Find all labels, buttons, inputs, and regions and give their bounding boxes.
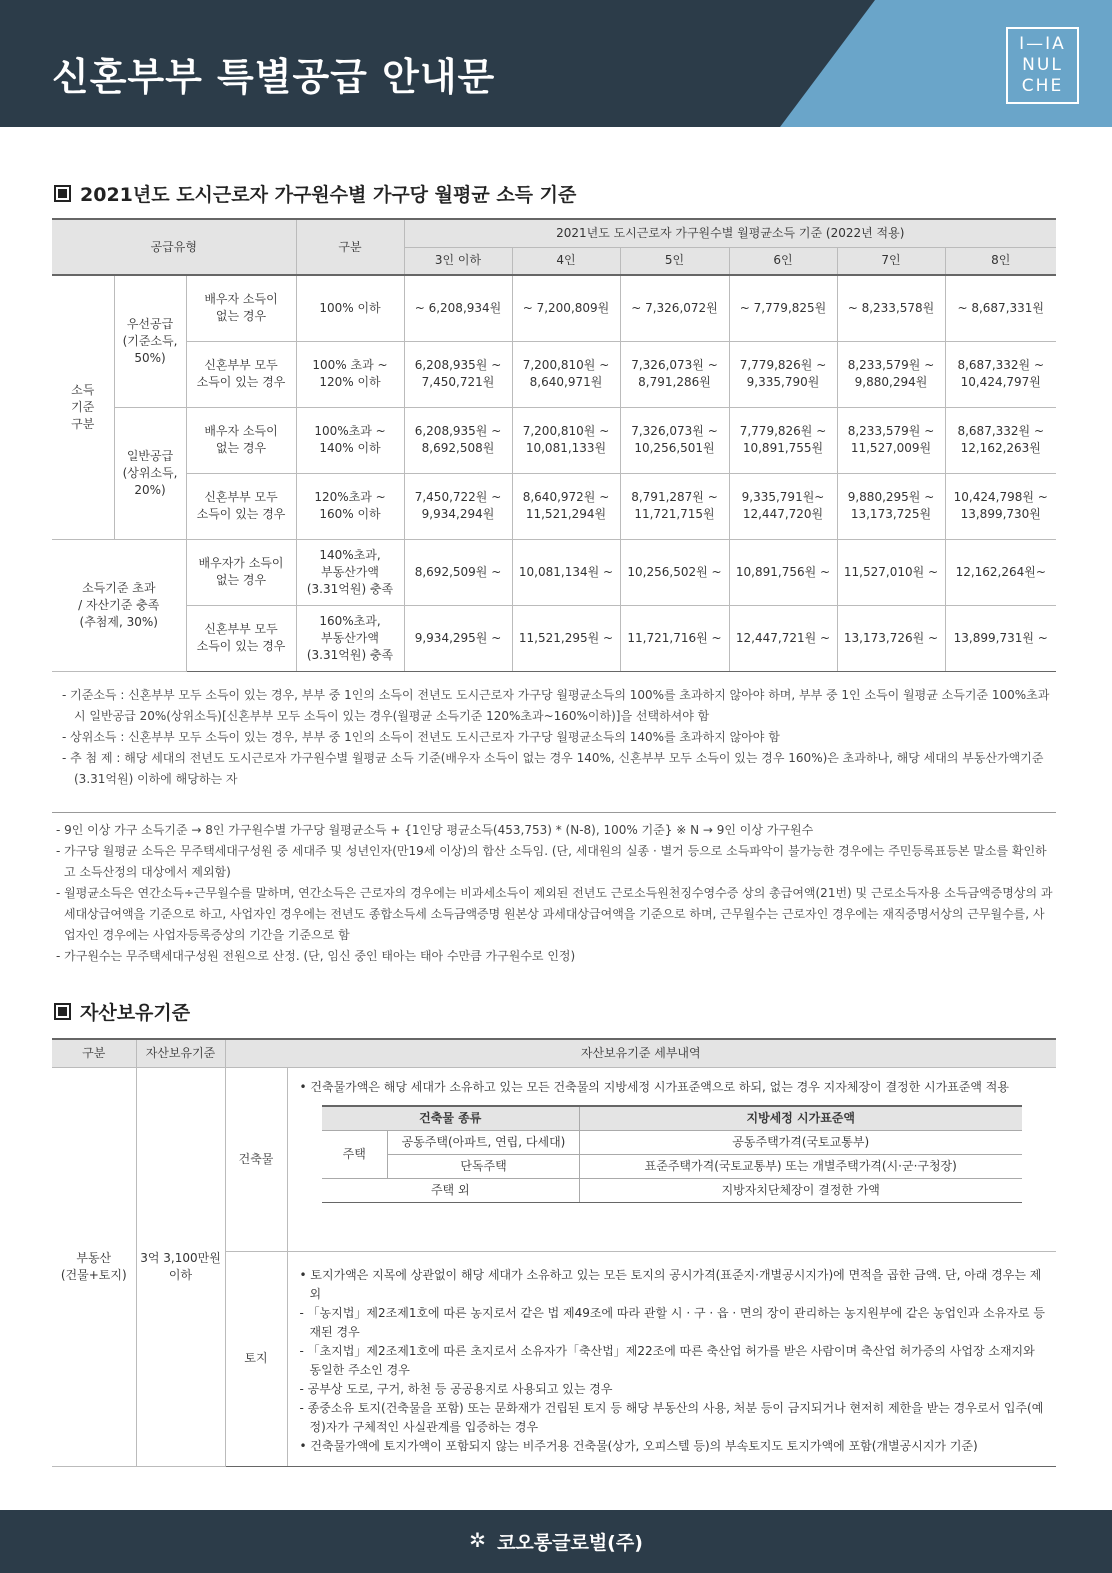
col-building-kind: 건축물 종류 [322,1106,580,1131]
asset-table [52,1038,1056,1467]
col-size: 6인 [729,247,837,275]
building-kind: 공동주택(아파트, 연립, 다세대) [388,1130,580,1154]
income-range: 160%초과, 부동산가액 (3.31억원) 충족 [296,605,404,671]
income-value: 8,233,579원 ~ 11,527,009원 [837,407,945,473]
col-detail: 자산보유기준 세부내역 [225,1039,1056,1067]
land-bullet: • 건축물가액에 토지가액이 포함되지 않는 비주거용 건축물(상가, 오피스텔 등)의 부속토지도 토지가액에 포함(개별공시지가 기준) [299,1438,978,1453]
income-value: 13,899,731원 ~ [945,605,1056,671]
building-kind: 단독주택 [388,1154,580,1178]
building-value: 지방자치단체장이 결정한 가액 [580,1178,1022,1202]
income-value: ~ 7,200,809원 [512,275,620,341]
note-item: - 기준소득 : 신혼부부 모두 소득이 있는 경우, 부부 중 1인의 소득이 전년도 도시근로자 가구당 월평균소득의 100%를 초과하지 않아야 하며, 부부 중 1인 소득이 월평균 소득기준 100%초과시 일반공급 20%(상위소득)[신혼부부 모두 소득이 있는 경우(월평균 소득기준 120%초과~160%이하)]을 선택하셔야 함 [62,688,1050,723]
land-bullet: - 「농지법」제2조제1호에 따른 농지로서 같은 법 제49조에 따라 관할 시 · 구 · 읍 · 면의 장이 관리하는 농지원부에 같은 농업인과 소유자로 등재된 경우 [299,1305,1045,1339]
income-row [52,341,1056,407]
land-detail [287,1251,1056,1466]
note-item: - 추 첨 제 : 해당 세대의 전년도 도시근로자 가구원수별 월평균 소득 기준(배우자 소득이 없는 경우 140%, 신혼부부 모두 소득이 있는 경우 160%)은 초과하나, 해당 세대의 부동산가액기준(3.31억원) 이하에 해당하는 자 [62,751,1044,786]
income-value: 11,721,716원 ~ [620,605,729,671]
square-bullet-icon [54,185,71,202]
col-size: 5인 [620,247,729,275]
income-value: 8,640,972원 ~ 11,521,294원 [512,473,620,539]
lottery-supply-label: 소득기준 초과 / 자산기준 충족 (추첨제, 30%) [52,539,186,671]
income-case: 신혼부부 모두 소득이 있는 경우 [186,605,296,671]
land-label: 토지 [225,1251,287,1466]
note-item: - 가구원수는 무주택세대구성원 전원으로 산정. (단, 임신 중인 태아는 태아 수만큼 가구원수로 인정) [56,949,576,963]
house-label: 주택 [322,1130,388,1178]
income-value: 11,527,010원 ~ [837,539,945,605]
square-bullet-icon [54,1003,71,1020]
col-standard: 자산보유기준 [136,1039,225,1067]
income-value: 7,326,073원 ~ 10,256,501원 [620,407,729,473]
income-value: 13,173,726원 ~ [837,605,945,671]
land-bullet: - 「초지법」제2조제1호에 따른 초지로서 소유자가「축산법」제22조에 따른 축산업 허가를 받은 사람이며 축산업 허가증의 사업장 소재지와 동일한 주소인 경우 [299,1343,1035,1377]
income-row [52,605,1056,671]
col-group-header: 2021년도 도시근로자 가구원수별 월평균소득 기준 (2022년 적용) [404,219,1056,247]
general-supply-label: 일반공급 (상위소득, 20%) [114,407,186,539]
land-bullet: - 공부상 도로, 구거, 하천 등 공공용지로 사용되고 있는 경우 [299,1381,613,1396]
building-value: 표준주택가격(국토교통부) 또는 개별주택가격(시·군·구청장) [580,1154,1022,1178]
company-name: 코오롱글로벌(주) [497,1532,643,1554]
section-title-text: 자산보유기준 [80,1002,191,1024]
building-bullet: • 건축물가액은 해당 세대가 소유하고 있는 모든 건축물의 지방세정 시가표준액으로 하되, 없는 경우 지자체장이 결정한 시가표준액 적용 [299,1079,1009,1094]
income-row [52,473,1056,539]
income-value: 6,208,935원 ~ 7,450,721원 [404,341,512,407]
income-value: ~ 8,687,331원 [945,275,1056,341]
building-label: 건축물 [225,1067,287,1251]
income-notes [62,685,1052,790]
income-basis-label: 소득 기준 구분 [52,275,114,539]
income-value: 7,200,810원 ~ 8,640,971원 [512,341,620,407]
kolon-logo-icon [469,1532,489,1552]
note-item: - 가구당 월평균 소득은 무주택세대구성원 중 세대주 및 성년인자(만19세 이상)의 합산 소득임. (단, 세대원의 실종 · 별거 등으로 소득파악이 불가능한 경우에는 주민등록표등본 말소를 확인하고 소득산정의 대상에서 제외함) [56,844,1047,879]
note-item: - 상위소득 : 신혼부부 모두 소득이 있는 경우, 부부 중 1인의 소득이 전년도 도시근로자 가구당 월평균소득의 140%를 초과하지 않아야 함 [62,730,780,744]
income-value: 10,081,134원 ~ [512,539,620,605]
note-item: - 월평균소득은 연간소득÷근무월수를 말하며, 연간소득은 근로자의 경우에는 비과세소득이 제외된 전년도 근로소득원천징수영수증 상의 총급여액(21번) 및 근로소득자용 소득금액증명상의 과세대상급여액을 기준으로 하고, 사업자인 경우에는 전년도 종합소득세 소득금액증명 원본상 과세대상급여액을 기준으로 하며, 근무월수는 근로자인 경우에는 재직증명서상의 근무월수를, 사업자인 경우에는 사업자등록증상의 기간을 기준으로 함 [56,886,1053,942]
income-value: 9,934,295원 ~ [404,605,512,671]
section-asset-title [54,998,190,1025]
income-table [52,218,1056,672]
notes-divider [52,812,1056,813]
income-value: 8,687,332원 ~ 12,162,263원 [945,407,1056,473]
page-header [0,0,1112,127]
building-value-table [322,1105,1022,1203]
income-value: ~ 7,326,072원 [620,275,729,341]
income-case: 배우자 소득이 없는 경우 [186,275,296,341]
income-value: 8,692,509원 ~ [404,539,512,605]
income-range: 100% 초과 ~ 120% 이하 [296,341,404,407]
income-row [52,539,1056,605]
asset-limit: 3억 3,100만원 이하 [136,1067,225,1466]
income-value: 10,424,798원 ~ 13,899,730원 [945,473,1056,539]
income-case: 배우자가 소득이 없는 경우 [186,539,296,605]
income-range: 120%초과 ~ 160% 이하 [296,473,404,539]
income-value: 9,880,295원 ~ 13,173,725원 [837,473,945,539]
note-item: - 9인 이상 가구 소득기준 → 8인 가구원수별 가구당 월평균소득 + {1인당 평균소득(453,753) * (N-8), 100% 기준} ※ N → 9인 이상 가구원수 [56,823,814,837]
col-size: 8인 [945,247,1056,275]
col-category: 구분 [296,219,404,275]
land-bullet: - 종중소유 토지(건축물을 포함) 또는 문화재가 건립된 토지 등 해당 부동산의 사용, 처분 등이 금지되거나 현저히 제한을 받는 경우로서 입주(예정)자가 구체적인 사실관계를 입증하는 경우 [299,1400,1044,1434]
income-value: ~ 7,779,825원 [729,275,837,341]
income-range: 140%초과, 부동산가액 (3.31억원) 충족 [296,539,404,605]
income-case: 배우자 소득이 없는 경우 [186,407,296,473]
income-value: 8,233,579원 ~ 9,880,294원 [837,341,945,407]
income-value: ~ 6,208,934원 [404,275,512,341]
income-value: 7,200,810원 ~ 10,081,133원 [512,407,620,473]
logo-line: I—IA [1019,34,1066,54]
logo-line: NUL [1022,55,1063,75]
income-case: 신혼부부 모두 소득이 있는 경우 [186,341,296,407]
income-case: 신혼부부 모두 소득이 있는 경우 [186,473,296,539]
section-income-title [54,180,576,207]
income-value: 10,891,756원 ~ [729,539,837,605]
page-footer [0,1510,1112,1573]
income-value: 6,208,935원 ~ 8,692,508원 [404,407,512,473]
land-bullet: • 토지가액은 지목에 상관없이 해당 세대가 소유하고 있는 모든 토지의 공시가격(표준지·개별공시지가)에 면적을 곱한 금액. 단, 아래 경우는 제외 [299,1267,1042,1301]
income-value: 7,779,826원 ~ 10,891,755원 [729,407,837,473]
building-kind: 주택 외 [322,1178,580,1202]
income-value: ~ 8,233,578원 [837,275,945,341]
logo-line: CHE [1021,76,1064,96]
income-value: 7,779,826원 ~ 9,335,790원 [729,341,837,407]
priority-supply-label: 우선공급 (기준소득, 50%) [114,275,186,407]
income-value: 12,447,721원 ~ [729,605,837,671]
income-value: 7,326,073원 ~ 8,791,286원 [620,341,729,407]
income-row [52,275,1056,341]
income-value: 9,335,791원~ 12,447,720원 [729,473,837,539]
income-value: 11,521,295원 ~ [512,605,620,671]
col-size: 7인 [837,247,945,275]
income-value: 8,687,332원 ~ 10,424,797원 [945,341,1056,407]
page-title: 신혼부부 특별공급 안내문 [52,55,496,99]
section-title-text: 2021년도 도시근로자 가구원수별 가구당 월평균 소득 기준 [80,184,577,206]
income-value: 8,791,287원 ~ 11,721,715원 [620,473,729,539]
building-value: 공동주택가격(국토교통부) [580,1130,1022,1154]
col-size: 4인 [512,247,620,275]
income-value: 12,162,264원~ [945,539,1056,605]
col-supply-type: 공급유형 [52,219,296,275]
col-size: 3인 이하 [404,247,512,275]
income-value: 7,450,722원 ~ 9,934,294원 [404,473,512,539]
income-value: 10,256,502원 ~ [620,539,729,605]
col-category: 구분 [52,1039,136,1067]
brand-logo [1006,27,1079,104]
income-range: 100%초과 ~ 140% 이하 [296,407,404,473]
asset-type: 부동산 (건물+토지) [52,1067,136,1466]
income-extra-notes [56,820,1056,967]
col-building-value: 지방세정 시가표준액 [580,1106,1022,1131]
income-range: 100% 이하 [296,275,404,341]
building-detail [287,1067,1056,1251]
income-row [52,407,1056,473]
